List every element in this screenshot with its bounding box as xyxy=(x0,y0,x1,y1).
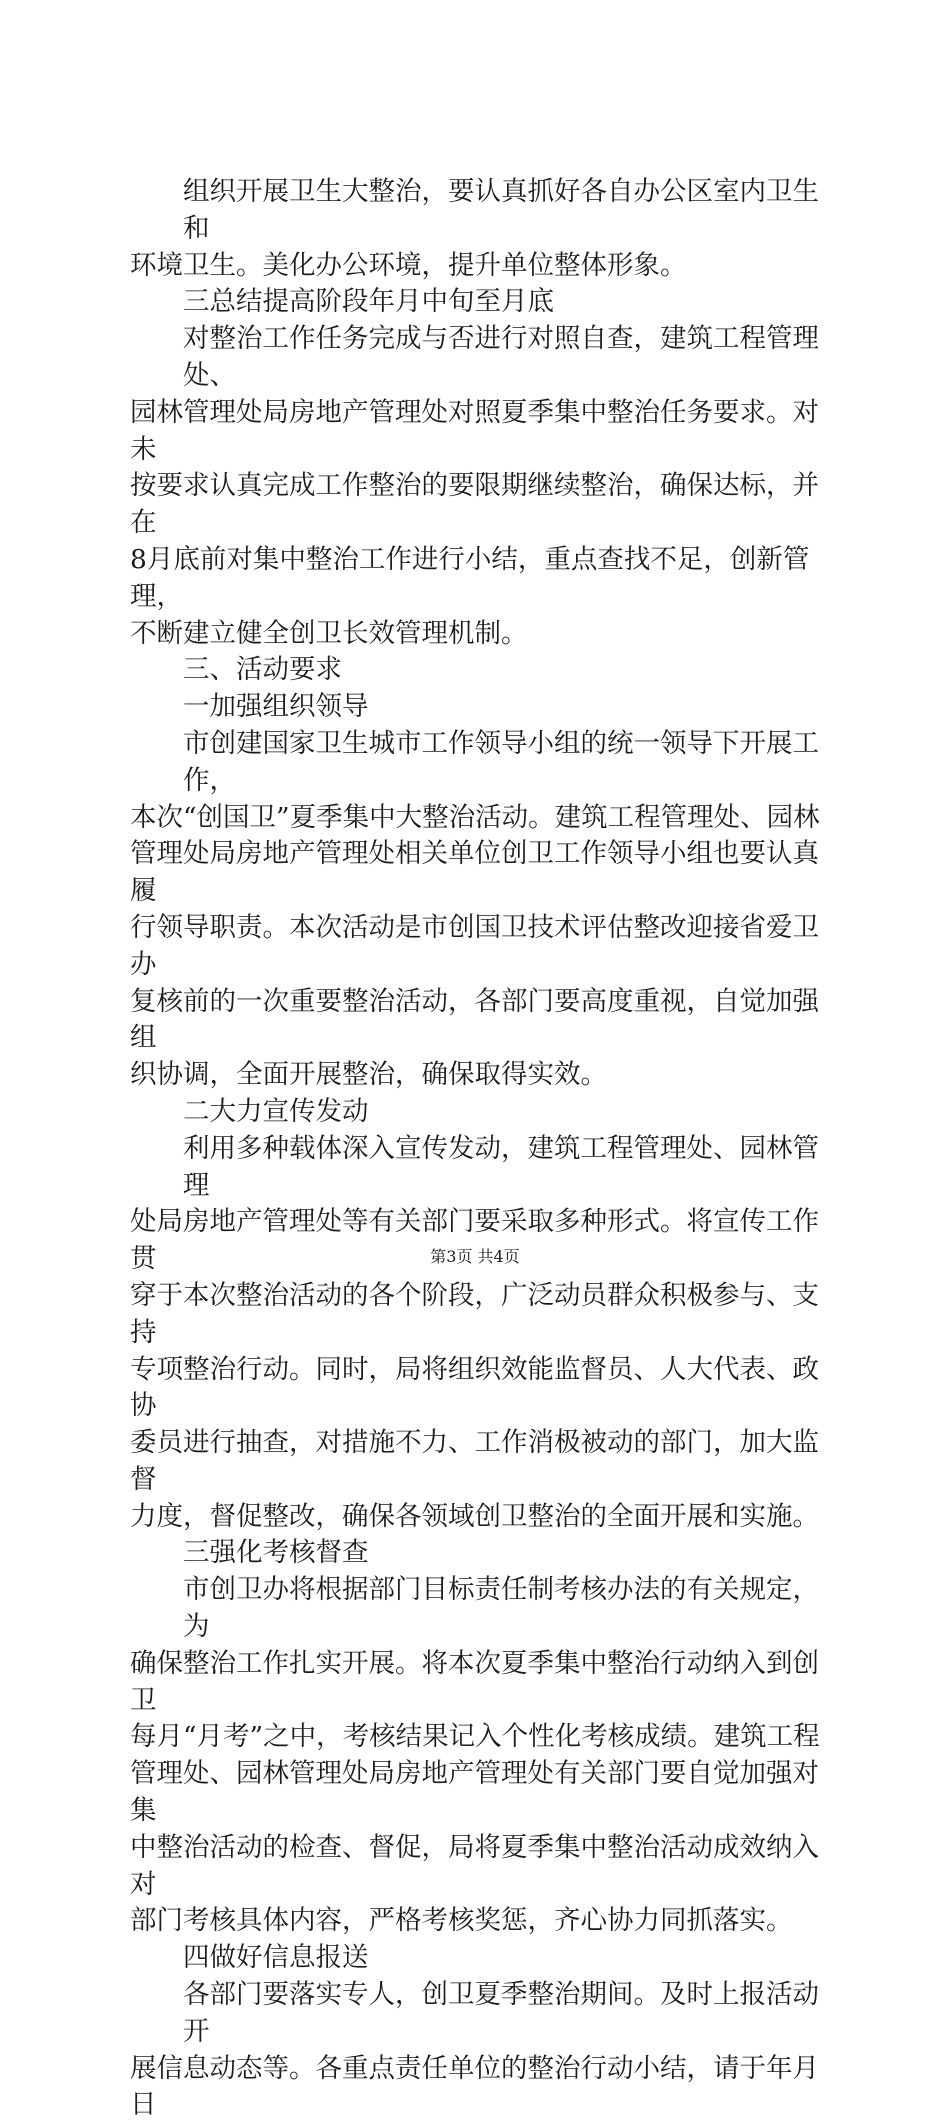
paragraph-line: 按要求认真完成工作整治的要限期继续整治，确保达标，并在 xyxy=(130,470,819,539)
paragraph-line: 行领导职责。本次活动是市创国卫技术评估整改迎接省爱卫办 xyxy=(130,911,819,980)
section-heading: 一加强组织领导 xyxy=(183,691,369,723)
paragraph-line: 力度，督促整改，确保各领域创卫整治的全面开展和实施。 xyxy=(130,1500,819,1532)
paragraph xyxy=(130,1131,830,1536)
paragraph-line: 管理处局房地产管理处相关单位创卫工作领导小组也要认真履 xyxy=(130,838,819,907)
paragraph-line: 确保整治工作扎实开展。将本次夏季集中整治行动纳入到创卫 xyxy=(130,1647,819,1716)
paragraph xyxy=(130,174,830,284)
paragraph-line: 复核前的一次重要整治活动，各部门要高度重视，自觉加强组 xyxy=(130,985,819,1054)
paragraph-line: 委员进行抽查，对措施不力、工作消极被动的部门，加大监督 xyxy=(130,1427,819,1495)
paragraph xyxy=(130,1977,830,2124)
section-heading: 四做好信息报送 xyxy=(183,1942,369,1974)
paragraph-line: 展信息动态等。各重点责任单位的整治行动小结，请于年月日 xyxy=(130,2052,819,2121)
document-body xyxy=(130,174,830,2124)
paragraph-line: 园林管理处局房地产管理处对照夏季集中整治任务要求。对未 xyxy=(130,396,819,465)
section-heading: 三强化考核督查 xyxy=(183,1537,369,1569)
paragraph-line: 利用多种载体深入宣传发动，建筑工程管理处、园林管理 xyxy=(183,1132,819,1201)
paragraph-line: 穿于本次整治活动的各个阶段，广泛动员群众积极参与、支持 xyxy=(130,1279,819,1348)
paragraph-line: 不断建立健全创卫长效管理机制。 xyxy=(130,617,528,649)
paragraph-line: 市创建国家卫生城市工作领导小组的统一领导下开展工作， xyxy=(183,727,819,796)
paragraph-line: 专项整治行动。同时，局将组织效能监督员、人大代表、政协 xyxy=(130,1353,819,1422)
section-heading: 三总结提高阶段年月中旬至月底 xyxy=(183,286,554,318)
paragraph-line: 每月“月考”之中，考核结果记入个性化考核成绩。建筑工程 xyxy=(130,1721,820,1753)
paragraph-line: 中整治活动的检查、督促，局将夏季集中整治活动成效纳入对 xyxy=(130,1831,819,1900)
paragraph xyxy=(130,1572,830,1940)
paragraph-line: 8月底前对集中整治工作进行小结，重点查找不足，创新管理， xyxy=(130,543,810,612)
paragraph-line: 部门考核具体内容，严格考核奖惩，齐心协力同抓落实。 xyxy=(130,1905,793,1937)
paragraph-line: 市创卫办将根据部门目标责任制考核办法的有关规定，为 xyxy=(183,1574,819,1643)
paragraph-line: 各部门要落实专人，创卫夏季整治期间。及时上报活动开 xyxy=(183,1979,819,2047)
section-heading: 二大力宣传发动 xyxy=(183,1095,369,1127)
paragraph xyxy=(130,321,830,652)
paragraph-line: 对整治工作任务完成与否进行对照自查，建筑工程管理处、 xyxy=(183,323,819,391)
paragraph-line: 环境卫生。美化办公环境，提升单位整体形象。 xyxy=(130,249,687,281)
paragraph-line: 组织开展卫生大整治，要认真抓好各自办公区室内卫生和 xyxy=(183,176,819,244)
page-footer: 第3页 共4页 xyxy=(430,1247,520,1266)
paragraph xyxy=(130,726,830,1094)
paragraph-line: 织协调，全面开展整治，确保取得实效。 xyxy=(130,1059,607,1091)
section-heading: 三、活动要求 xyxy=(183,654,342,686)
paragraph-line: 管理处、园林管理处局房地产管理处有关部门要自觉加强对集 xyxy=(130,1758,819,1827)
paragraph-line: 本次“创国卫”夏季集中大整治活动。建筑工程管理处、园林 xyxy=(130,801,820,833)
paragraph-line: 处局房地产管理处等有关部门要采取多种形式。将宣传工作贯 xyxy=(130,1206,819,1275)
